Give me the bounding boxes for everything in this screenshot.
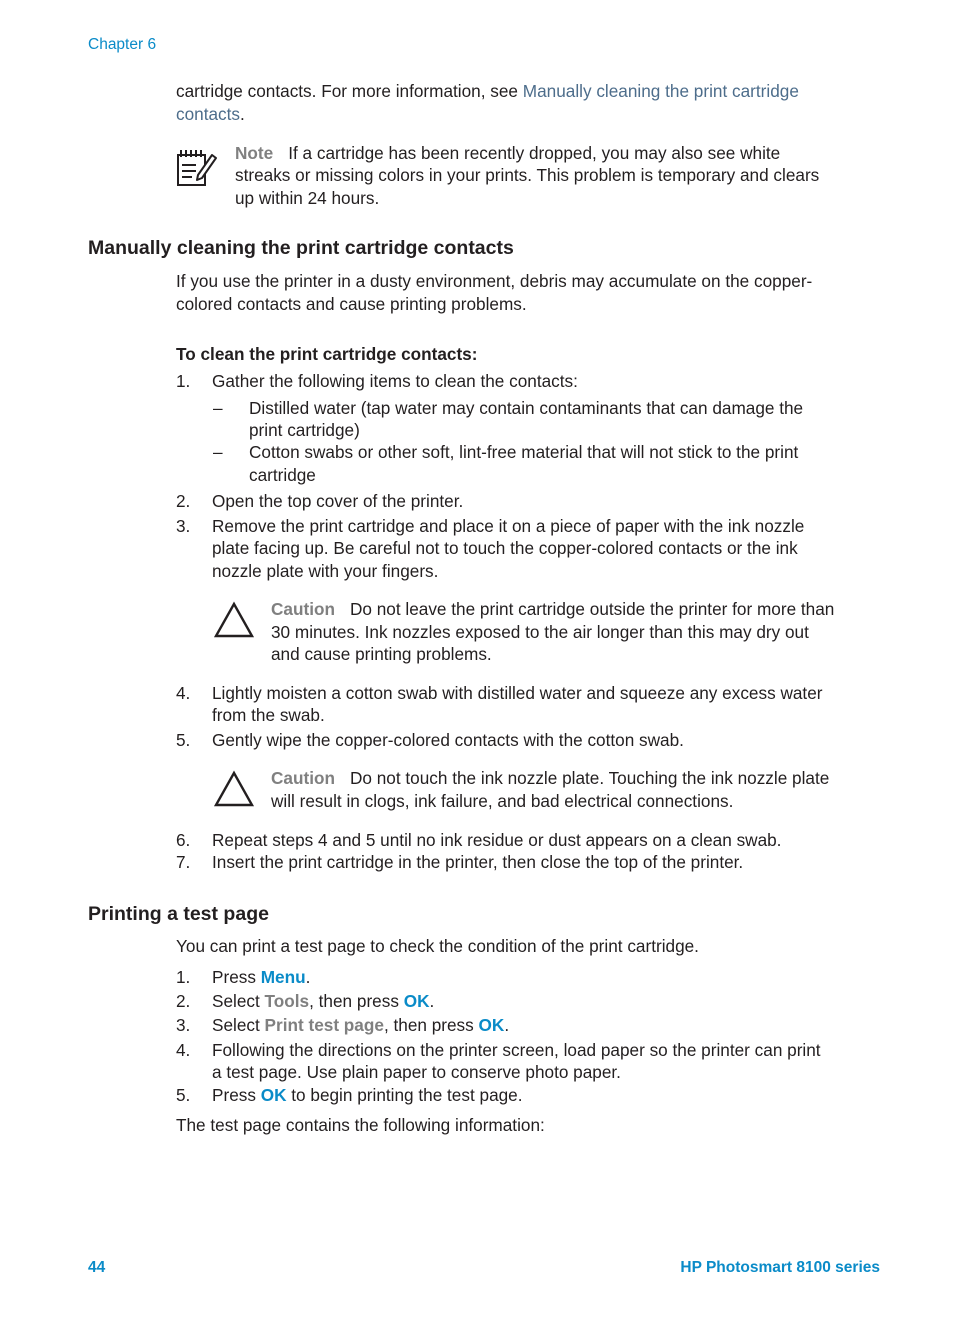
step-text-part: . — [429, 991, 435, 1011]
step-text-part: to begin printing the test page. — [286, 1085, 523, 1105]
section-heading-cleaning: Manually cleaning the print cartridge contacts — [88, 237, 514, 259]
page-number: 44 — [88, 1259, 106, 1276]
intro-suffix: . — [240, 104, 245, 124]
menu-option-tools: Tools — [264, 991, 310, 1011]
cross-reference-link[interactable]: Manually cleaning the print cartridge — [522, 81, 799, 101]
sub-bullet-text: Distilled water (tap water may contain contaminants that can damage the — [249, 398, 804, 418]
step-text: Open the top cover of the printer. — [212, 491, 464, 511]
caution-label: Caution — [271, 768, 335, 788]
step-text-part: . — [305, 967, 311, 987]
note-text-1: If a cartridge has been recently dropped, you may also see white — [288, 143, 781, 163]
step-text: Remove the print cartridge and place it on a piece of paper with the ink nozzle — [212, 516, 805, 536]
procedure-title: To clean the print cartridge contacts: — [176, 344, 478, 364]
note-text-3: up within 24 hours. — [235, 188, 380, 208]
step-text — [212, 1014, 509, 1037]
step-text-part: , then press — [383, 1015, 479, 1035]
step-number: 5. — [176, 730, 191, 750]
intro-line-2 — [176, 103, 245, 126]
step-text-part: , then press — [309, 991, 404, 1011]
step-text: Insert the print cartridge in the printer, then close the top of the printer. — [212, 852, 744, 872]
note-label: Note — [235, 143, 274, 163]
sub-bullet-dash: – — [213, 442, 223, 462]
caution-icon — [212, 770, 256, 810]
chapter-header: Chapter 6 — [88, 36, 157, 53]
section1-intro-1: If you use the printer in a dusty environment, debris may accumulate on the copper- — [176, 271, 813, 291]
step-text-part: Select — [212, 991, 265, 1011]
ok-button-label: OK — [260, 1085, 287, 1105]
sub-bullet-text: Cotton swabs or other soft, lint-free material that will not stick to the print — [249, 442, 799, 462]
caution-text: Do not leave the print cartridge outside the printer for more than — [349, 599, 835, 619]
step-text — [212, 966, 310, 989]
step-text: Following the directions on the printer screen, load paper so the printer can print — [212, 1040, 821, 1060]
sub-bullet-dash: – — [213, 398, 223, 418]
step-text-part: Press — [212, 967, 261, 987]
intro-line-1 — [176, 80, 799, 103]
step-text: from the swab. — [212, 705, 325, 725]
step-number: 6. — [176, 830, 191, 850]
caution-label: Caution — [271, 599, 335, 619]
caution-text: and cause printing problems. — [271, 644, 492, 664]
ok-button-label: OK — [478, 1015, 505, 1035]
step-text: Lightly moisten a cotton swab with distilled water and squeeze any excess water — [212, 683, 823, 703]
note-text-2: streaks or missing colors in your prints. This problem is temporary and clears — [235, 165, 820, 185]
step-number: 1. — [176, 371, 191, 391]
step-text: Gather the following items to clean the contacts: — [212, 371, 578, 391]
step-text-part: Press — [212, 1085, 261, 1105]
section-heading-test-page: Printing a test page — [88, 903, 269, 925]
menu-button-label: Menu — [260, 967, 306, 987]
caution-text: will result in clogs, ink failure, and bad electrical connections. — [271, 791, 734, 811]
caution-icon — [212, 601, 256, 641]
cross-reference-link-continued[interactable]: contacts — [176, 104, 241, 124]
section2-intro: You can print a test page to check the condition of the print cartridge. — [176, 936, 699, 956]
step-text: Gently wipe the copper-colored contacts with the cotton swab. — [212, 730, 684, 750]
step-text-part: . — [504, 1015, 510, 1035]
sub-bullet-text: print cartridge) — [249, 420, 360, 440]
step-text — [212, 990, 434, 1013]
step-text: a test page. Use plain paper to conserve photo paper. — [212, 1062, 621, 1082]
caution-text: 30 minutes. Ink nozzles exposed to the air longer than this may dry out — [271, 622, 809, 642]
product-name: HP Photosmart 8100 series — [680, 1259, 880, 1276]
note-icon — [174, 145, 218, 189]
step-number: 1. — [176, 967, 191, 987]
step-text — [212, 1084, 523, 1107]
step-number: 3. — [176, 516, 191, 536]
step-text: nozzle plate with your fingers. — [212, 561, 439, 581]
section2-outro: The test page contains the following information: — [176, 1115, 545, 1135]
step-text: plate facing up. Be careful not to touch the copper-colored contacts or the ink — [212, 538, 798, 558]
step-text: Repeat steps 4 and 5 until no ink residue or dust appears on a clean swab. — [212, 830, 782, 850]
step-number: 3. — [176, 1015, 191, 1035]
note-line-1 — [235, 142, 780, 165]
step-number: 2. — [176, 991, 191, 1011]
step-number: 7. — [176, 852, 191, 872]
menu-option-print-test-page: Print test page — [264, 1015, 384, 1035]
caution-line-1 — [271, 767, 829, 790]
sub-bullet-text: cartridge — [249, 465, 316, 485]
caution-text: Do not touch the ink nozzle plate. Touching the ink nozzle plate — [349, 768, 830, 788]
ok-button-label: OK — [403, 991, 430, 1011]
step-number: 4. — [176, 683, 191, 703]
intro-prefix: cartridge contacts. For more information, see — [176, 81, 523, 101]
section1-intro-2: colored contacts and cause printing problems. — [176, 294, 527, 314]
step-number: 2. — [176, 491, 191, 511]
step-text-part: Select — [212, 1015, 265, 1035]
step-number: 5. — [176, 1085, 191, 1105]
step-number: 4. — [176, 1040, 191, 1060]
caution-line-1 — [271, 598, 834, 621]
